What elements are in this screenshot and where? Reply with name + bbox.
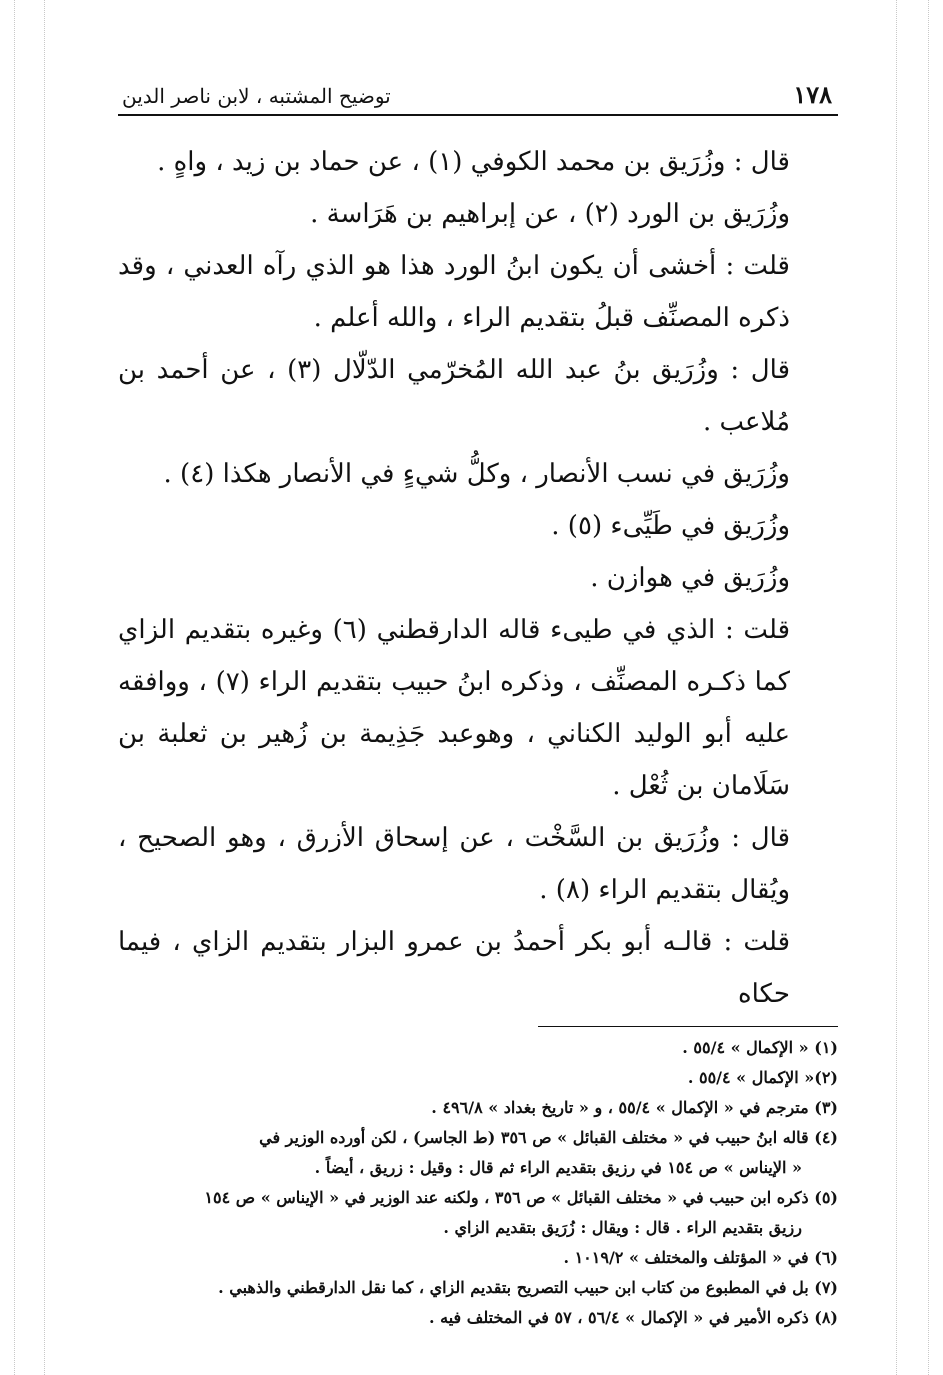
footnote: (٦) في « المؤتلف والمختلف » ١٠١٩/٢ . bbox=[563, 1248, 838, 1267]
footnote-rule bbox=[538, 1026, 838, 1027]
paragraph: قلت : الذي في طيىء قاله الدارقطني (٦) وغيره بتقديم الزاي كما ذكـره المصنِّف ، وذكره ابنُ حبيب بتقديم الراء (٧) ، ووافقه عليه أبو الوليد الكناني ، وهوعبد جَذِيمة بن زُهير بن ثعلبة بن سَلَامان بن ثُعْل . bbox=[118, 615, 790, 801]
footnote-continuation: « الإيناس » ص ١٥٤ في رزيق بتقديم الراء ثم قال : وقيل : زريق ، أيضاً . bbox=[314, 1158, 802, 1177]
footnote: (٢)« الإكمال » ٥٥/٤ . bbox=[687, 1068, 838, 1087]
page-header bbox=[118, 78, 838, 114]
header-rule bbox=[118, 114, 838, 116]
paragraph: قال : وزُرَيق بنُ عبد الله المُخرّمي الدّلّال (٣) ، عن أحمد بن مُلاعب . bbox=[118, 355, 790, 437]
paragraph: وزُرَيق في طَيِّىء (٥) . bbox=[551, 511, 790, 541]
footnote: (٥) ذكره ابن حبيب في « مختلف القبائل » ص ٣٥٦ ، ولكنه عند الوزير في « الإيناس » ص ١٥٤ bbox=[204, 1188, 838, 1207]
scan-guide bbox=[896, 0, 897, 1375]
scan-guide bbox=[44, 0, 45, 1375]
book-page bbox=[118, 78, 838, 1333]
paragraph: وزُرَيق في هوازن . bbox=[590, 563, 790, 593]
paragraph: قال : وزُرَيق بن محمد الكوفي (١) ، عن حماد بن زيد ، واهٍ . bbox=[157, 147, 790, 177]
paragraph: قلت : أخشى أن يكون ابنُ الورد هذا هو الذي رآه العدني ، وقد ذكره المصنِّف قبلُ بتقديم الراء ، والله أعلم . bbox=[118, 251, 790, 333]
footnote-continuation: رزيق بتقديم الراء . قال : ويقال : زُرَيق بتقديم الزاي . bbox=[443, 1218, 802, 1237]
footnote: (٧) بل في المطبوع من كتاب ابن حبيب التصريح بتقديم الزاي ، كما نقل الدارقطني والذهبي . bbox=[218, 1278, 838, 1297]
page-number: ١٧٨ bbox=[793, 80, 832, 109]
running-title: توضيح المشتبه ، لابن ناصر الدين bbox=[122, 84, 391, 108]
footnote: (٣) مترجم في « الإكمال » ٥٥/٤ ، و « تاريخ بغداد » ٤٩٦/٨ . bbox=[431, 1098, 838, 1117]
main-text bbox=[118, 136, 838, 1020]
scan-guide bbox=[14, 0, 15, 1375]
footnote: (٨) ذكره الأمير في « الإكمال » ٥٦/٤ ، ٥٧ في المختلف فيه . bbox=[428, 1308, 838, 1327]
paragraph: قال : وزُرَيق بن السَّخْت ، عن إسحاق الأزرق ، وهو الصحيح ، ويُقال بتقديم الراء (٨) . bbox=[118, 823, 790, 905]
paragraph: قلت : قالـه أبو بكر أحمدُ بن عمرو البزار بتقديم الزاي ، فيما حكاه bbox=[118, 927, 790, 1009]
paragraph: وزُرَيق بن الورد (٢) ، عن إبراهيم بن هَرَاسة . bbox=[310, 199, 790, 229]
scan-guide bbox=[928, 0, 929, 1375]
footnote: (٤) قاله ابنُ حبيب في « مختلف القبائل » ص ٣٥٦ (ط الجاسر) ، لكن أورده الوزير في bbox=[259, 1128, 838, 1147]
footnotes bbox=[118, 1033, 838, 1333]
footnote: (١) « الإكمال » ٥٥/٤ . bbox=[682, 1038, 838, 1057]
paragraph: وزُرَيق في نسب الأنصار ، وكلُّ شيءٍ في الأنصار هكذا (٤) . bbox=[163, 459, 790, 489]
